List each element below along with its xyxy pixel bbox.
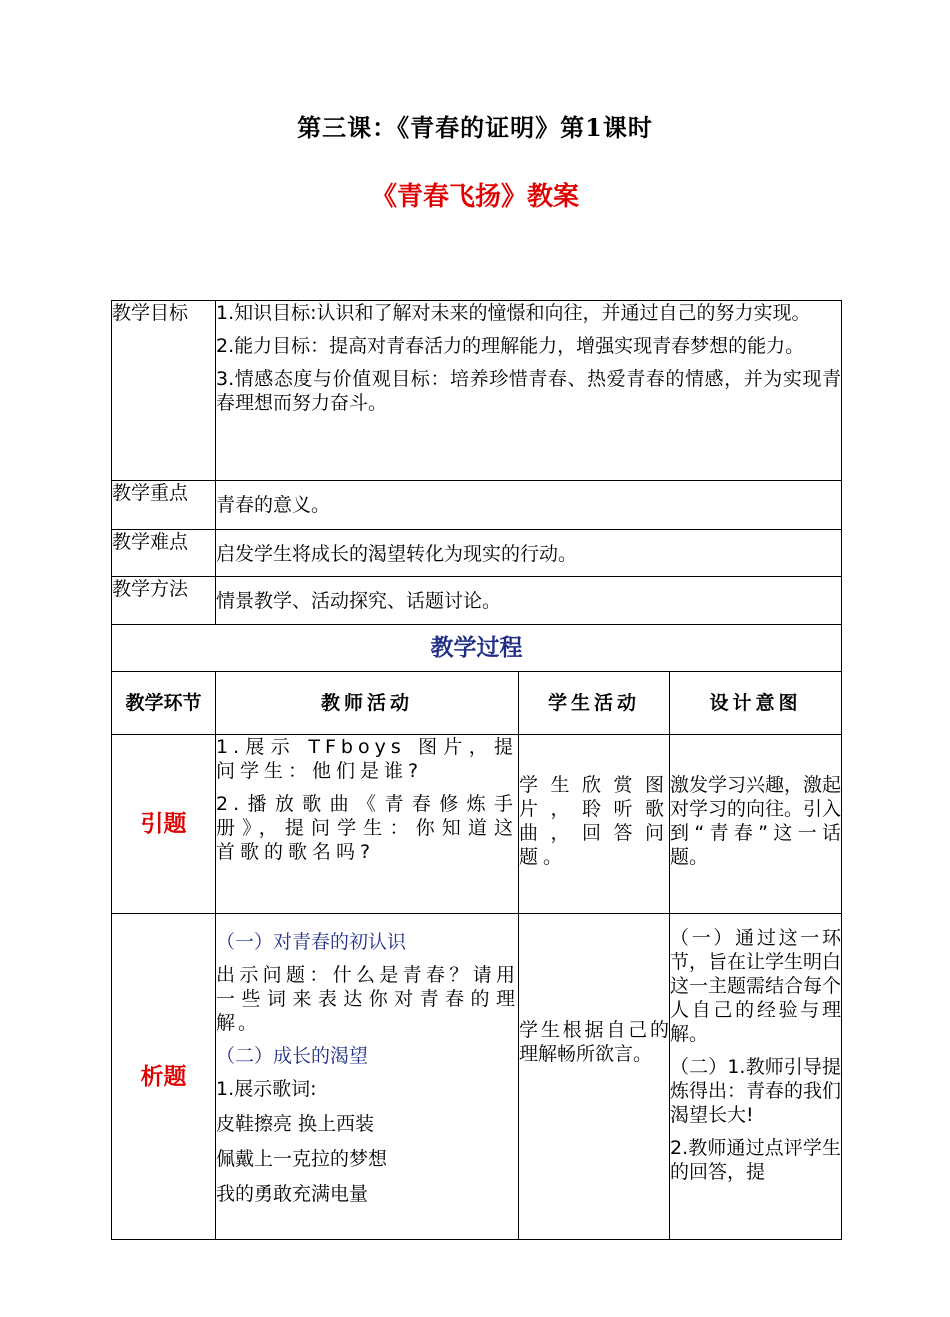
col-header-design: 设计意图 xyxy=(670,672,842,735)
col-header-student: 学生活动 xyxy=(519,672,670,735)
table-row xyxy=(112,914,842,1240)
lyrics-intro: 1.展示歌词: xyxy=(216,1078,317,1100)
objective-2: 2.能力目标：提高对青春活力的理解能力，增强实现青春梦想的能力。 xyxy=(216,335,805,357)
teacher-step-1: 1.展示 TFboys 图片，提问学生：他们是谁? xyxy=(216,736,518,782)
student-activity-analysis xyxy=(519,914,670,1240)
col-header-stage: 教学环节 xyxy=(112,672,216,735)
teacher-activity-analysis xyxy=(216,914,519,1240)
process-header-row xyxy=(112,672,842,735)
key-point-row xyxy=(112,481,842,530)
difficulty-label: 教学难点 xyxy=(112,530,216,577)
lesson-title: 第三课：《青春的证明》第1课时 xyxy=(297,113,653,142)
design-intent-analysis xyxy=(670,914,842,1240)
lyrics-line-1: 皮鞋擦亮 换上西装 xyxy=(216,1113,375,1135)
lyrics-line-2: 佩戴上一克拉的梦想 xyxy=(216,1148,388,1170)
method-row xyxy=(112,577,842,625)
student-activity-analysis-text: 学生根据自己的理解畅所欲言。 xyxy=(519,1019,669,1065)
objective-1: 1.知识目标:认识和了解对未来的憧憬和向往，并通过自己的努力实现。 xyxy=(216,302,811,324)
table-row xyxy=(112,735,842,914)
teacher-activity-intro xyxy=(216,735,519,914)
student-activity-text: 学生欣赏图片，聆听歌曲，回答问题。 xyxy=(519,774,669,868)
student-activity-intro xyxy=(519,735,670,914)
stage-label-intro: 引题 xyxy=(112,735,216,914)
objectives-label: 教学目标 xyxy=(112,301,216,481)
process-section-row xyxy=(112,625,842,672)
process-section-title: 教学过程 xyxy=(112,625,842,672)
design-intent-part-2: （二）1.教师引导提炼得出：青春的我们渴望长大! xyxy=(670,1056,842,1126)
lesson-plan-table xyxy=(111,300,842,1240)
design-intent-text: 激发学习兴趣，激起对学习的向往。引入到“青春”这一话题。 xyxy=(670,774,842,868)
design-intent-intro xyxy=(670,735,842,914)
teacher-heading-2: （二）成长的渴望 xyxy=(216,1045,369,1067)
teacher-heading-1: （一）对青春的初认识 xyxy=(216,931,407,953)
lesson-subtitle: 《青春飞扬》教案 xyxy=(370,182,579,212)
key-point-value: 青春的意义。 xyxy=(216,481,842,530)
teacher-step-2: 2.播放歌曲《青春修炼手册》，提问学生：你知道这首歌的歌名吗? xyxy=(216,793,518,863)
stage-label-analysis: 析题 xyxy=(112,914,216,1240)
objectives-content xyxy=(216,301,842,481)
difficulty-value: 启发学生将成长的渴望转化为现实的行动。 xyxy=(216,530,842,577)
design-intent-part-3: 2.教师通过点评学生的回答，提 xyxy=(670,1137,842,1183)
teacher-text-1: 出示问题：什么是青春？请用一些词来表达你对青春的理解。 xyxy=(216,964,518,1034)
method-value: 情景教学、活动探究、话题讨论。 xyxy=(216,577,842,625)
method-label: 教学方法 xyxy=(112,577,216,625)
col-header-teacher: 教师活动 xyxy=(216,672,519,735)
design-intent-part-1: （一）通过这一环节，旨在让学生明白这一主题需结合每个人自己的经验与理解。 xyxy=(670,927,842,1045)
key-point-label: 教学重点 xyxy=(112,481,216,530)
difficulty-row xyxy=(112,530,842,577)
lyrics-line-3: 我的勇敢充满电量 xyxy=(216,1183,369,1205)
objective-3: 3.情感态度与价值观目标：培养珍惜青春、热爱青春的情感，并为实现青春理想而努力奋斗。 xyxy=(216,368,842,414)
objectives-row xyxy=(112,301,842,481)
